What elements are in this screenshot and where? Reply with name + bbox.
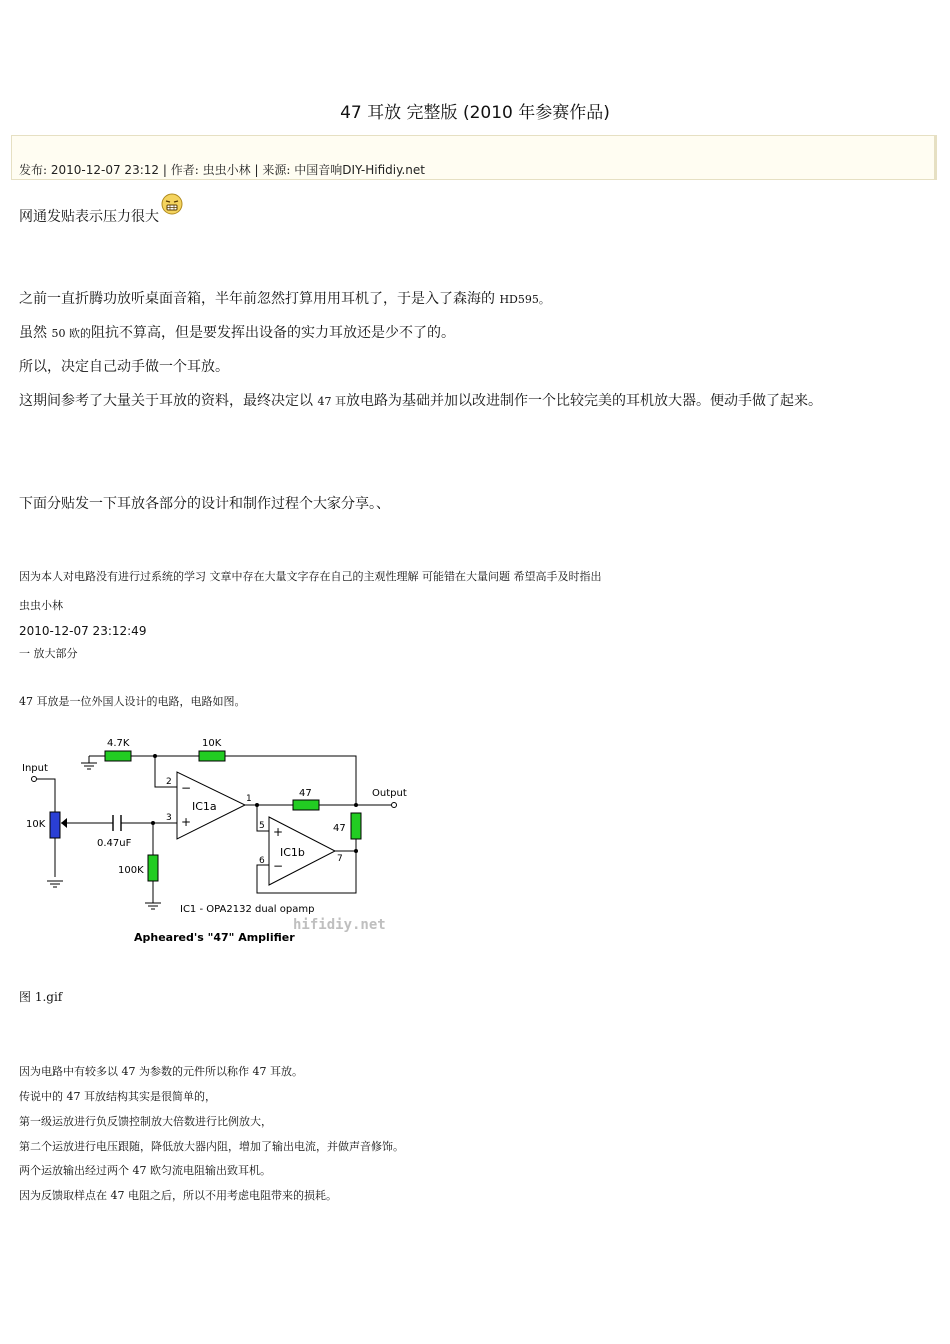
note-line: 因为电路中有较多以 47 为参数的元件所以称作 47 耳放。 [19, 1065, 303, 1078]
intro-line: 网通发贴表示压力很大 [19, 209, 159, 225]
input-terminal [32, 777, 37, 782]
publish-date: 2010-12-07 23:12 [50, 163, 160, 177]
ic1a-plus: + [181, 815, 192, 829]
note-line: 传说中的 47 耳放结构其实是很简单的， [19, 1090, 216, 1103]
section-heading: 一 放大部分 [19, 647, 78, 660]
ic1a-label: IC1a [192, 800, 217, 813]
r-out2-label: 47 [333, 823, 346, 834]
author-label: 作者: [170, 163, 199, 177]
pin-3: 3 [166, 813, 172, 823]
impedance-value: 50 欧的 [51, 327, 91, 340]
r-fb-label: 10K [202, 738, 222, 749]
note-line: 因为反馈取样点在 47 电阻之后，所以不用考虑电阻带来的损耗。 [19, 1189, 337, 1202]
paragraph-1-text: 之前一直折腾功放听桌面音箱，半年前忽然打算用用耳机了，于是入了森海的 [19, 291, 495, 307]
stressed-face-icon [161, 193, 183, 215]
source-label: 来源: [262, 163, 291, 177]
disclaimer: 因为本人对电路没有进行过系统的学习 文章中存在大量文字存在自己的主观性理解 可能错在大量问题 希望高手及时指出 [19, 570, 602, 583]
meta-separator: | [254, 163, 259, 177]
note-line: 两个运放输出经过两个 47 欧匀流电阻输出致耳机。 [19, 1164, 271, 1177]
watermark: hifidiy.net [293, 917, 386, 933]
output-label: Output [372, 788, 407, 799]
figure-name [19, 988, 62, 1005]
pot-wiper [61, 818, 67, 828]
r-in-label: 4.7K [107, 738, 130, 749]
figure-caption: Apheared's "47" Amplifier [134, 931, 295, 944]
paragraph-2-rest: 阻抗不算高，但是要发挥出设备的实力耳放还是少不了的。 [90, 325, 455, 341]
ic1b-minus: − [273, 859, 284, 873]
pot-resistor [50, 812, 60, 838]
ic1b-plus: + [273, 825, 284, 839]
source-name: 中国音响 [294, 163, 343, 177]
pin-7: 7 [337, 854, 343, 864]
headphone-model: HD595。 [499, 293, 550, 306]
output-terminal [392, 803, 397, 808]
note-line: 第二个运放进行电压跟随，降低放大器内阻，增加了输出电流，并做声音修饰。 [19, 1140, 404, 1153]
paragraph-5: 下面分贴发一下耳放各部分的设计和制作过程个大家分享。、 [19, 496, 390, 512]
ic1a-minus: − [181, 781, 192, 795]
author-name: 虫虫小林 [202, 163, 251, 177]
r-out1-label: 47 [299, 788, 312, 799]
pin-6: 6 [259, 856, 265, 866]
page-title: 47 耳放 完整版 (2010 年参赛作品) [340, 103, 610, 123]
pin-2: 2 [166, 777, 172, 787]
r-bias-label: 100K [118, 865, 144, 876]
paragraph-4-text: 这期间参考了大量关于耳放的资料，最终决定以 [19, 393, 313, 409]
paragraph-1 [19, 288, 550, 308]
cap-label: 0.47uF [97, 838, 132, 849]
figure-name-text: 图 1.gif [19, 990, 63, 1004]
resistor-10k [199, 751, 225, 761]
post-meta [19, 161, 425, 178]
timestamp: 2010-12-07 23:12:49 [19, 624, 147, 638]
resistor-47-a [293, 800, 319, 810]
circuit-nodes [151, 754, 358, 853]
circuit-intro: 47 耳放是一位外国人设计的电路，电路如图。 [19, 695, 246, 708]
capacitor-symbol [113, 815, 121, 831]
resistor-47-b [351, 813, 361, 839]
circuit-diagram [17, 735, 417, 947]
resistor-4k7 [105, 751, 131, 761]
resistor-100k [148, 855, 158, 881]
ic1b-label: IC1b [280, 846, 305, 859]
paragraph-2-text: 虽然 [19, 325, 47, 341]
input-label: Input [22, 763, 48, 774]
amp-name: 47 耳 [317, 395, 346, 408]
pin-1: 1 [246, 794, 252, 804]
pot-label: 10K [26, 819, 46, 830]
signature: 虫虫小林 [19, 599, 63, 612]
source-site: DIY-Hifidiy.net [342, 163, 425, 177]
meta-separator: | [162, 163, 167, 177]
paragraph-2 [19, 322, 455, 342]
ic-note: IC1 - OPA2132 dual opamp [180, 904, 315, 915]
publish-label: 发布: [19, 163, 48, 177]
note-line: 第一级运放进行负反馈控制放大倍数进行比例放大， [19, 1115, 272, 1128]
paragraph-4 [19, 390, 822, 410]
pin-5: 5 [259, 821, 265, 831]
paragraph-4-rest: 放电路为基础并加以改进制作一个比较完美的耳机放大器。便动手做了起来。 [345, 393, 822, 409]
paragraph-3: 所以，决定自己动手做一个耳放。 [19, 359, 229, 375]
